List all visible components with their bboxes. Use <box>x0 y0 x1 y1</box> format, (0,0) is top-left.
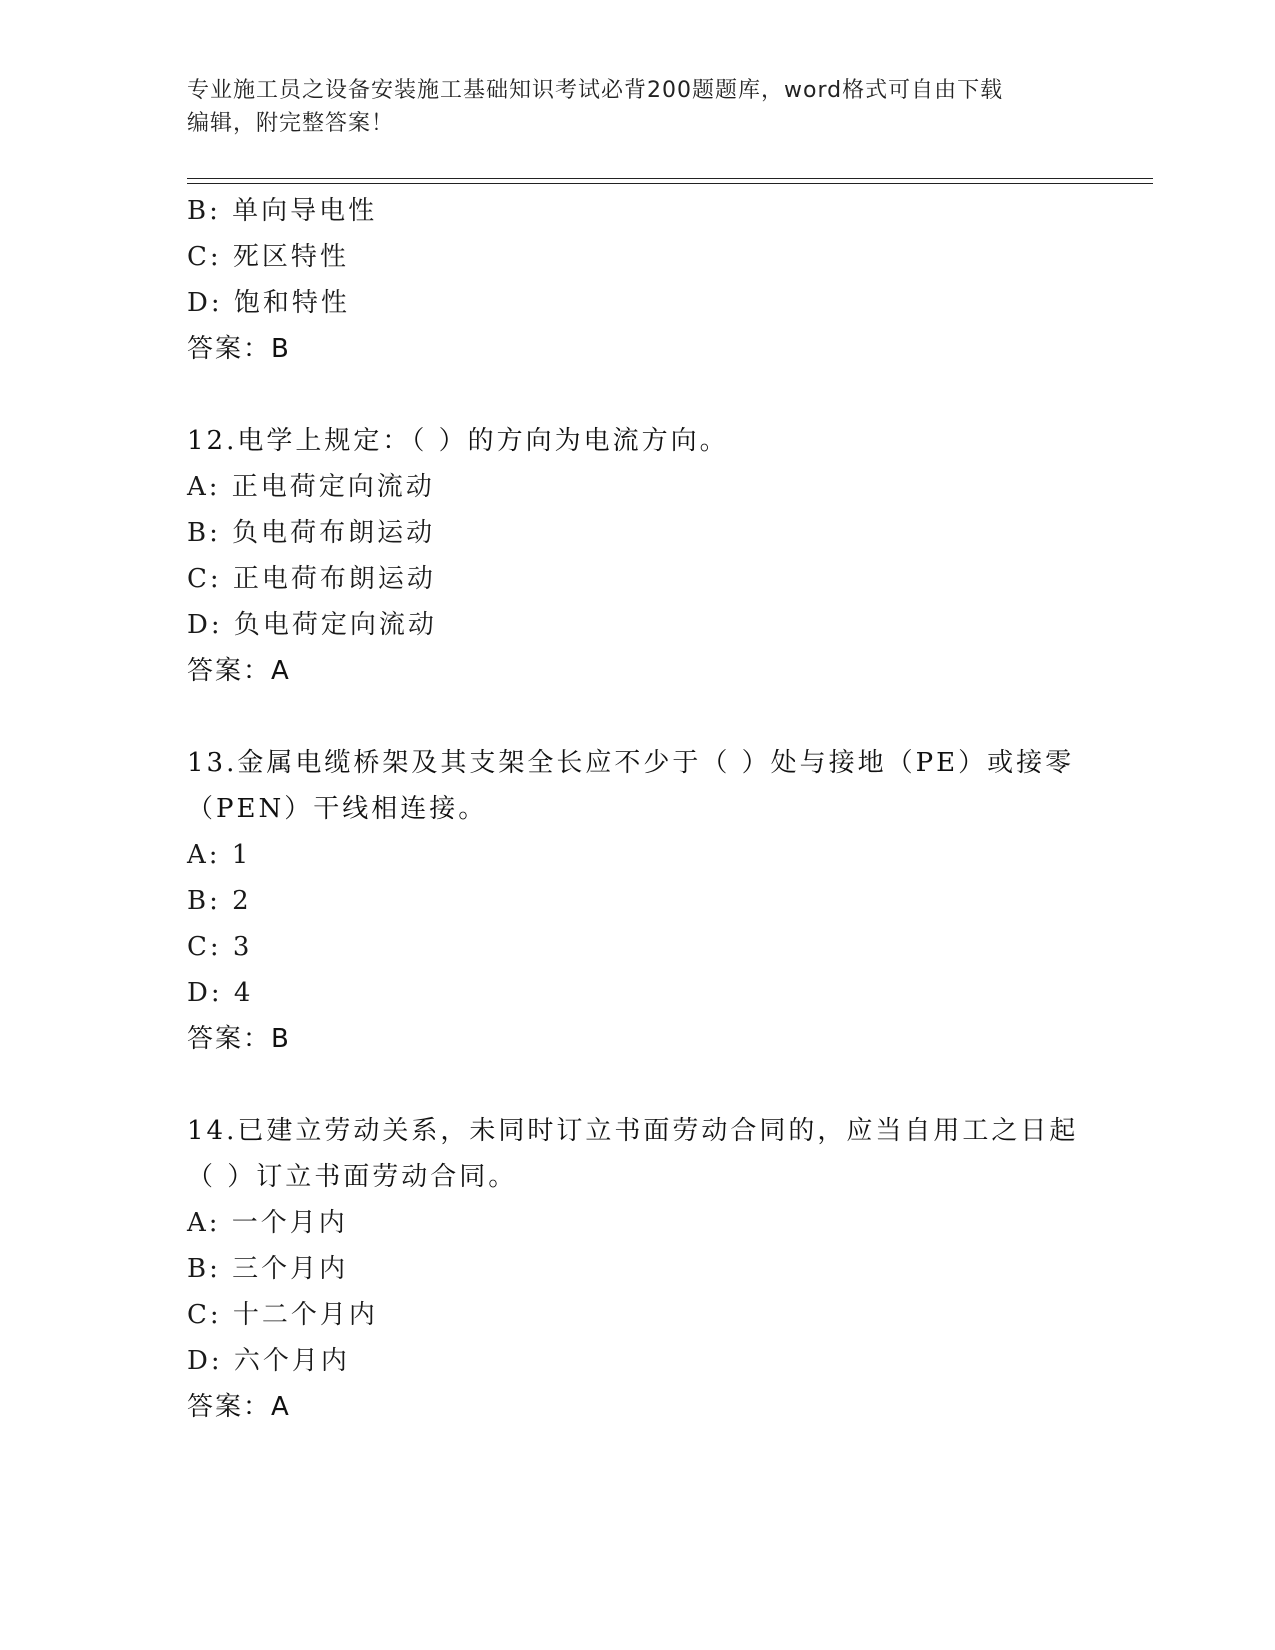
question-stem-continued: （ ）订立书面劳动合同。 <box>187 1162 518 1192</box>
option-d: D: 负电荷定向流动 <box>187 610 437 640</box>
question-14 <box>187 1108 1107 1430</box>
question-13 <box>187 740 1107 1062</box>
option-a: A: 1 <box>187 840 252 870</box>
partial-question <box>187 188 1107 372</box>
header-line-2: 编辑，附完整答案！ <box>187 111 395 136</box>
question-stem: 12.电学上规定：（ ）的方向为电流方向。 <box>187 426 729 456</box>
option-a: A: 正电荷定向流动 <box>187 472 435 502</box>
option-b: B: 单向导电性 <box>187 196 378 226</box>
option-b: B: 负电荷布朗运动 <box>187 518 436 548</box>
header-line-1: 专业施工员之设备安装施工基础知识考试必背200题题库，word格式可自由下载 <box>187 78 1004 103</box>
option-c: C: 3 <box>187 932 253 962</box>
header-divider-top <box>187 178 1153 179</box>
option-c: C: 正电荷布朗运动 <box>187 564 436 594</box>
answer-line: 答案：A <box>187 656 291 686</box>
option-d: D: 六个月内 <box>187 1346 350 1376</box>
option-c: C: 十二个月内 <box>187 1300 378 1330</box>
option-a: A: 一个月内 <box>187 1208 348 1238</box>
option-c: C: 死区特性 <box>187 242 349 272</box>
header-divider-bottom <box>187 183 1153 184</box>
answer-line: 答案：B <box>187 1024 291 1054</box>
question-stem: 13.金属电缆桥架及其支架全长应不少于（ ）处与接地（PE）或接零 <box>187 748 1075 778</box>
option-d: D: 4 <box>187 978 254 1008</box>
question-stem: 14.已建立劳动关系，未同时订立书面劳动合同的，应当自用工之日起 <box>187 1116 1079 1146</box>
question-list <box>187 188 1107 1430</box>
question-stem-continued: （PEN）干线相连接。 <box>187 794 488 824</box>
option-b: B: 三个月内 <box>187 1254 349 1284</box>
document-header <box>187 74 1087 140</box>
answer-line: 答案：A <box>187 1392 291 1422</box>
option-d: D: 饱和特性 <box>187 288 350 318</box>
question-12 <box>187 418 1107 694</box>
option-b: B: 2 <box>187 886 252 916</box>
answer-line: 答案：B <box>187 334 291 364</box>
